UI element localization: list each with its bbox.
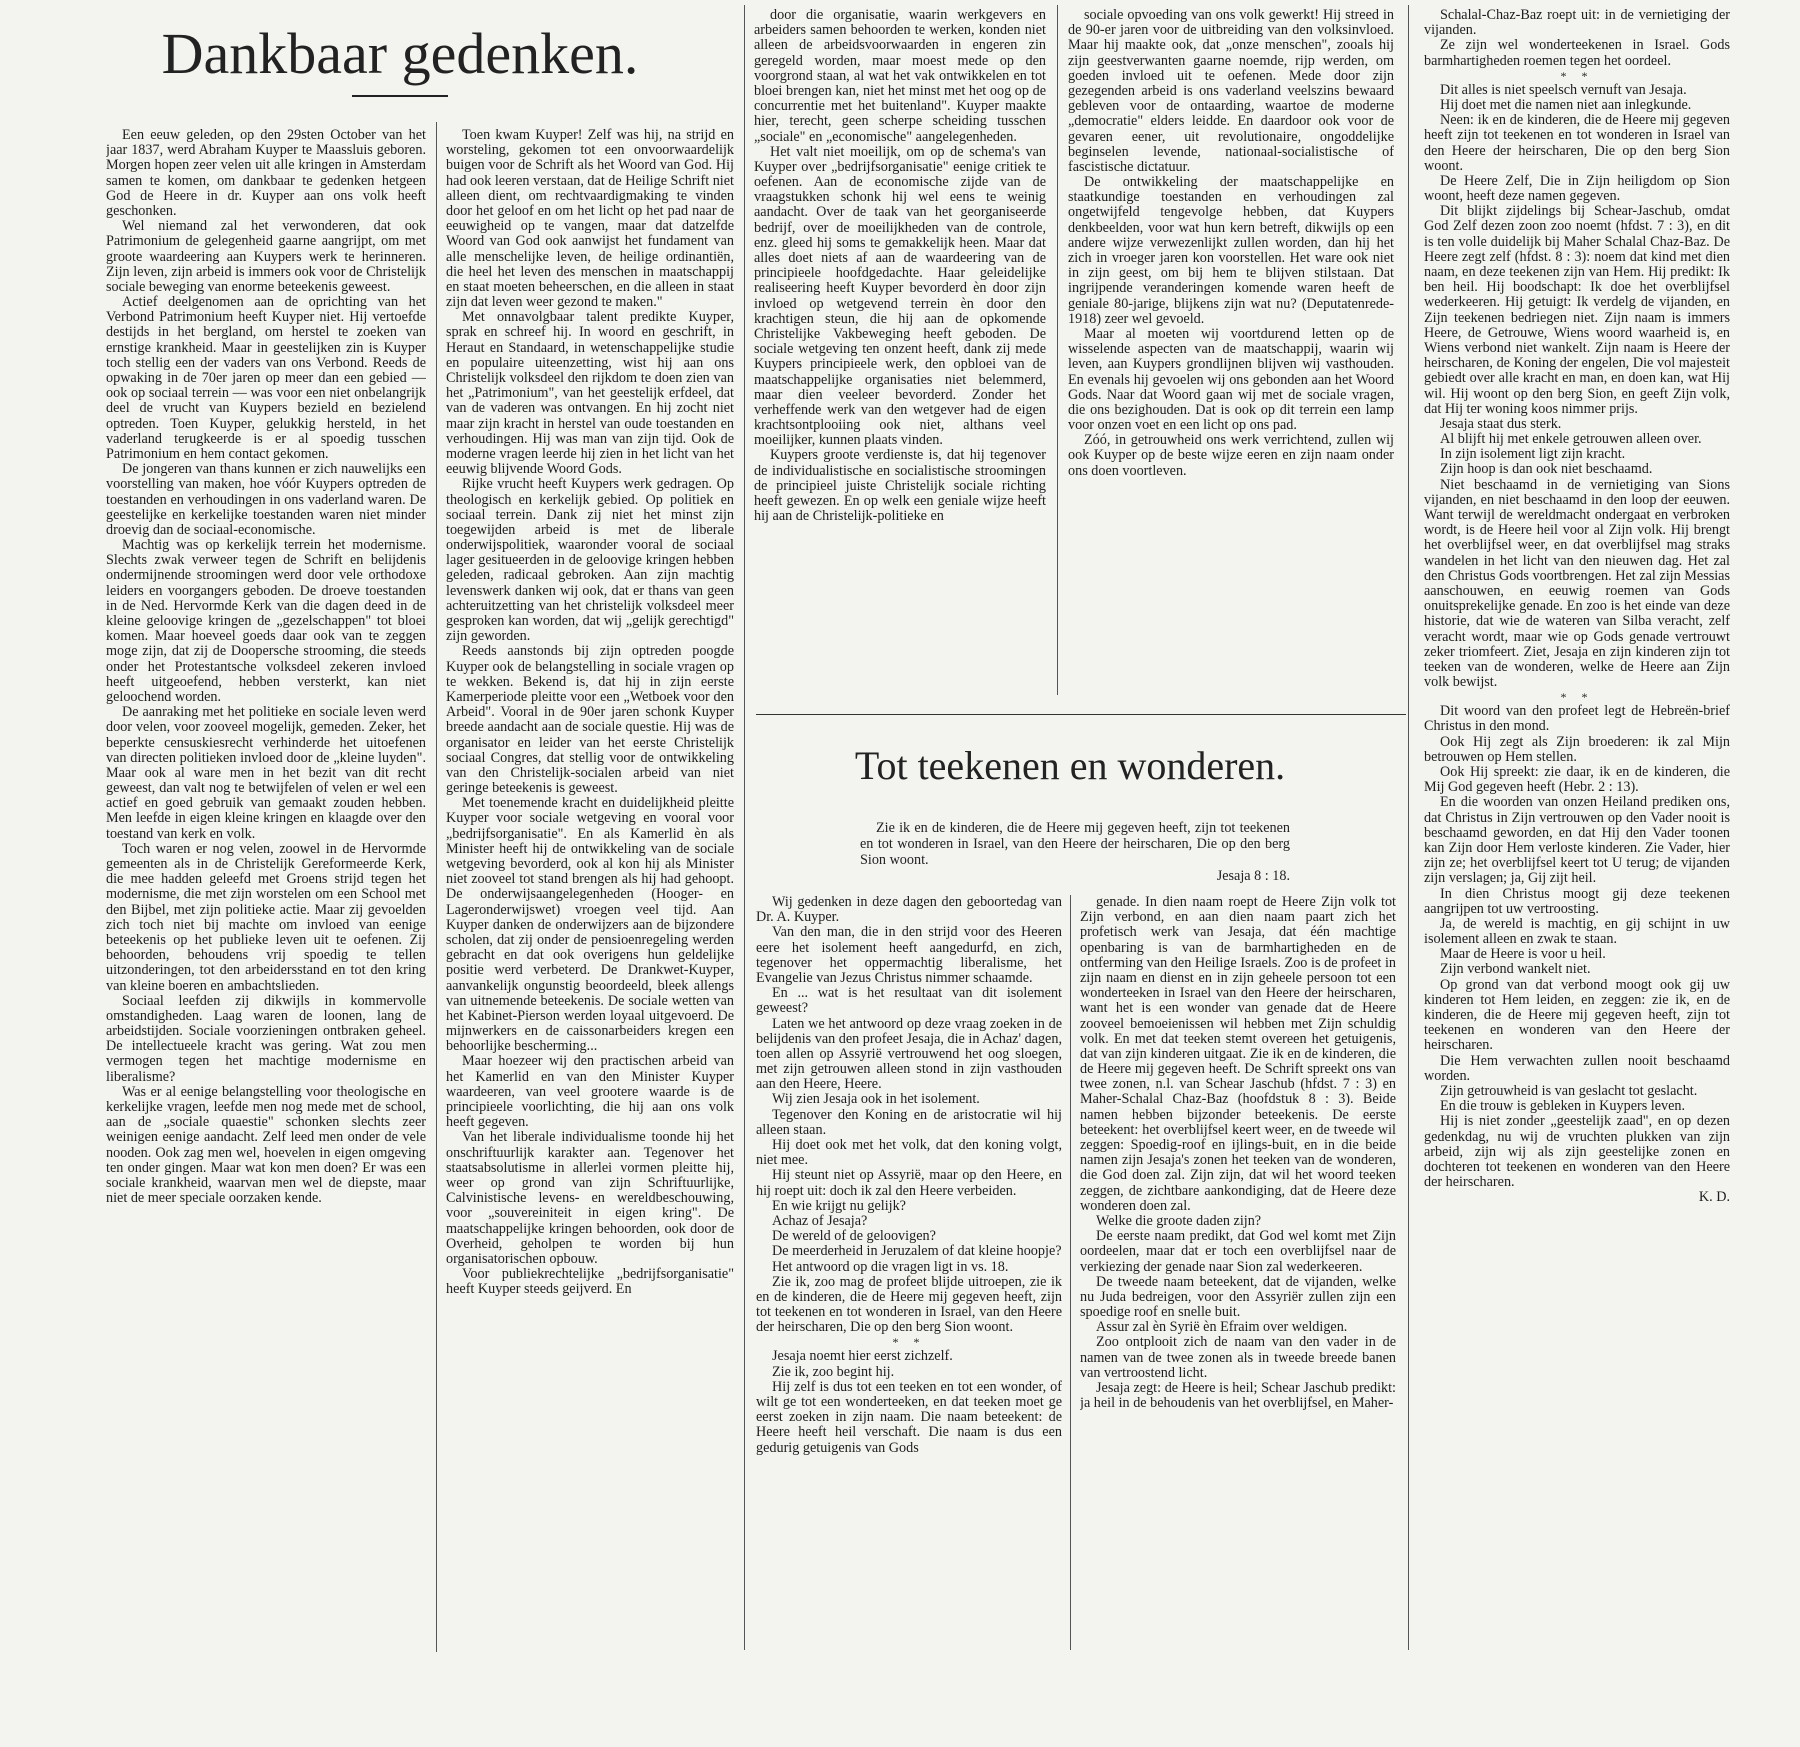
- paragraph: Welke die groote daden zijn?: [1096, 1212, 1262, 1229]
- column-divider: [1070, 895, 1071, 1650]
- paragraph: Zijn getrouwheid is van geslacht tot geslacht.: [1440, 1082, 1698, 1099]
- paragraph: En die woorden van onzen Heiland prediken ons, dat Christus in Zijn vertrouwen op den Vader nooit is beschaamd geworden, en dat Hij den Vader toonen kan Zijn door Hem verloste kinderen. Zie Vader, hier zijn ze; het overblijfsel keert tot U terug; de vijanden zijn verslagen; ja, Gij zijt heil.: [1424, 794, 1730, 887]
- paragraph: En wie krijgt nu gelijk?: [772, 1197, 906, 1214]
- column-divider: [1408, 5, 1409, 1650]
- paragraph: Zie ik, zoo begint hij.: [772, 1363, 895, 1380]
- article-2-column-1: [756, 895, 1062, 1650]
- paragraph: Hij zelf is dus tot een teeken en tot een wonder, of wilt ge tot een wonderteeken, en dat teeken moet ge eerst zoeken in zijn naam. Die naam beteekent: de Heere heeft heil verschaft. Die naam is dus een gedurig getuigenis van Gods: [756, 1378, 1062, 1456]
- paragraph: Was er al eenige belangstelling voor theologische en kerkelijke vragen, leefde men nog mede met de school, aan de „sociale quaestie" schonken slechts zeer weinigen eenige aandacht. Zelf leed men onder de vele nooden. Ook zag men wel, hoevelen in eigen omgeving ten onder gingen. Maar wat kon men doen? Er was een sociale krankheid, waarvan men wel de diepste, maar niet de meer speciale oorzaken kende.: [106, 1083, 426, 1207]
- paragraph: Actief deelgenomen aan de oprichting van het Verbond Patrimonium heeft Kuyper niet. Hij vertoefde destijds in het bergland, om herstel te zoeken van ernstige krankheid. Maar in geestelijken zin is Kuyper toch stellig een der vaders van ons Verbond. Reeds de opwaking in de 70er jaren op meer dan een gebied — ook op sociaal terrein — was voor een niet onbelangrijk deel de vrucht van Kuypers bezield en bezielend optreden. Toen Kuyper, gelukkig hersteld, in het vaderland terugkeerde is er al spoedig tusschen Patrimonium en hem contact gekomen.: [106, 294, 426, 462]
- paragraph: * *: [1560, 690, 1594, 705]
- paragraph: Maar hoezeer wij den practischen arbeid van het Kamerlid en van den Minister Kuyper waardeeren, van veel grootere waarde is de principieele voorlichting, die hij aan ons volk heeft gegeven.: [446, 1053, 734, 1131]
- paragraph: Jesaja noemt hier eerst zichzelf.: [772, 1348, 953, 1365]
- paragraph: Hij doet met die namen niet aan inlegkunde.: [1440, 96, 1692, 113]
- paragraph: En ... wat is het resultaat van dit isolement geweest?: [756, 985, 1062, 1017]
- paragraph: Machtig was op kerkelijk terrein het modernisme. Slechts zwak verweer tegen de Schrift en belijdenis ondermijnende stroomingen werd door vele orthodoxe leiders en voorgangers geboden. De droeve toestanden in de Ned. Hervormde Kerk van die dagen deed in de kleine geloovige kringen de „gezelschappen" tot bloei komen. Maar hoeveel goeds daar ook van te zeggen moge zijn, dat zij de Doopersche strooming, die steeds onder het Protestantsche volksdeel zekeren invloed heeft uitgeoefend, hebben versterkt, kan niet geloochend worden.: [106, 537, 426, 705]
- paragraph: Zie ik, zoo mag de profeet blijde uitroepen, zie ik en de kinderen, die de Heere mij gegeven heeft, zijn tot teekenen en tot wonderen in Israel, van den Heere der heirscharen, Die op den berg Sion woont.: [756, 1273, 1062, 1336]
- paragraph: Laten we het antwoord op deze vraag zoeken in de belijdenis van den profeet Jesaja, die in Achaz' dagen, toen allen op Assyrië vertrouwend het oog sloegen, met zijn getrouwen alleen stond in zijn vasthouden aan den Heere, Heere.: [756, 1015, 1062, 1093]
- paragraph: sociale opvoeding van ons volk gewerkt! Hij streed in de 90-er jaren voor de uitbreiding van den volksinvloed. Maar hij maakte ook, dat „onze menschen", zooals hij zijn geestverwanten gaarne noemde, rijp werden, om goeden invloed uit te oefenen. Mede door zijn gezegenden arbeid is ons vaderland veelszins bewaard gebleven voor de ontaarding, waartoe de moderne „democratie" elders leidde. En daardoor ook voor de gevaren eener, uit revolutionaire, ongoddelijke beginselen levende, nationaal-socialistische of fascistische dictatuur.: [1068, 8, 1394, 175]
- paragraph: genade. In dien naam roept de Heere Zijn volk tot Zijn verbond, en aan dien naam paart zich het profetisch werk van Jesaja, dat één machtige openbaring is van de barmhartigheden en de ontferming van den Heilige Israels. Zoo is de profeet in zijn naam en dienst en in zijn geheele persoon tot een wonderteeken in Israel van den Heere der heirscharen, want het is een wonder van genade dat de Heere zooveel bemoeienissen wil hebben met Zijn schuldig volk. En met dat teeken stemt overeen het getuigenis, dat van zijn kinderen uitgaat. Zie ik en de kinderen, die de Heere mij gegeven heeft. De Schrift spreekt ons van twee zonen, n.l. van Schear Jaschub (hfdst. 7 : 3) en Maher-Schalal Chaz-Baz (hoofdstuk 8 : 3). Beide namen hebben bijzonder beteekenis. De eerste beteekent: het overblijfsel keert weer, en de tweede wil zeggen: Spoedig-roof en ijlings-buit, en in die beide namen zijn Jesaja's zonen het teeken van de wonderen, die God doen zal. Zijn zijn, dat wil het woord teeken zeggen, de zichtbare aankondiging, dat de Heere deze wonderen doen zal.: [1080, 895, 1396, 1214]
- paragraph: Het valt niet moeilijk, om op de schema's van Kuyper over „bedrijfsorganisatie" eenige critiek te oefenen. Aan de economische zijde van de vraagstukken schonk hij wel eens te weinig aandacht. Over de taak van het georganiseerde bedrijf, over de moeilijkheden van de controle, enz. gleed hij soms te gemakkelijk heen. Maar dat alles doet niets af aan de waardeering van de principieele hoofdgedachte. Haar geleidelijke realiseering heeft Kuyper bevorderd èn door zijn invloed op wetgevend terrein èn door den krachtigen steun, die hij aan de opkomende Christelijke Vakbeweging heeft geboden. De sociale wetgeving ten onzent heeft, dank zij mede Kuypers principieele werk, den opbloei van de maatschappelijke organisaties niet belemmerd, maar dien veeleer bevorderd. Zonder het verheffende werk van den wetgever had de eigen krachtsontplooiing ook niet, althans veel moeilijker, kunnen plaats vinden.: [754, 143, 1046, 449]
- paragraph: Voor publiekrechtelijke „bedrijfsorganisatie" heeft Kuyper steeds geijverd. En: [446, 1266, 734, 1298]
- paragraph: De meerderheid in Jeruzalem of dat kleine hoopje?: [772, 1243, 1062, 1260]
- paragraph: Zijn verbond wankelt niet.: [1440, 961, 1591, 978]
- paragraph: Tegenover den Koning en de aristocratie wil hij alleen staan.: [756, 1106, 1062, 1138]
- paragraph: De eerste naam predikt, dat God wel komt met Zijn oordeelen, maar dat er toch een overblijfsel naar de verkiezing der genade naar Sion zal wederkeeren.: [1080, 1228, 1396, 1275]
- paragraph: De aanraking met het politieke en sociale leven werd door velen, voor zooveel mogelijk, gemeden. Zeker, het beperkte censuskiesrecht verhinderde het uitoefenen van directen politieken invloed door de „kleine luyden". Maar ook al ware men in het bezit van dit recht geweest, dan valt nog te betwijfelen of velen er wel een actief en goed gebruik van gemaakt zouden hebben. Men leefde in eigen kleine kringen en klaagde over den toestand van kerk en volk.: [106, 704, 426, 842]
- epigraph-text: Zie ik en de kinderen, die de Heere mij gegeven heeft, zijn tot teekenen en tot wonderen in Israel, van den Heere der heirscharen, Die op den berg Sion woont.: [860, 820, 1290, 868]
- paragraph: De wereld of de geloovigen?: [772, 1228, 936, 1245]
- paragraph: Zoo ontplooit zich de naam van den vader in de namen van de twee zonen als in tweede breede banen van vertroostend licht.: [1080, 1334, 1396, 1381]
- paragraph: Assur zal èn Syrië èn Efraim over weldigen.: [1096, 1319, 1348, 1336]
- article-1-column-4: [1068, 8, 1394, 693]
- column-divider: [436, 122, 437, 1652]
- paragraph: Zóó, in getrouwheid ons werk verrichtend, zullen wij ook Kuyper op de beste wijze eeren en zijn naam onder ons doen voortleven.: [1068, 432, 1394, 479]
- article-1-column-3: [754, 8, 1046, 693]
- paragraph: Zijn hoop is dan ook niet beschaamd.: [1440, 461, 1653, 478]
- paragraph: Ook Hij spreekt: zie daar, ik en de kinderen, die Mij God gegeven heeft (Hebr. 2 : 13).: [1424, 764, 1730, 796]
- title-underline: [352, 95, 448, 97]
- paragraph: De Heere Zelf, Die in Zijn heiligdom op Sion woont, heeft deze namen gegeven.: [1424, 172, 1730, 205]
- paragraph: En die trouw is gebleken in Kuypers leven.: [1440, 1098, 1686, 1115]
- paragraph: Van het liberale individualisme toonde hij het onschriftuurlijk karakter aan. Tegenover het staatsabsolutisme in allerlei vormen pleitte hij, weer op grond van zijn Schriftuurlijke, Calvinistische levens- en wereldbeschouwing, voor „souvereiniteit in eigen kring". De maatschappelijke kringen behoorden, ook door de Overheid, geholpen te worden bij hun organisatorischen opbouw.: [446, 1129, 734, 1267]
- paragraph: * *: [892, 1335, 926, 1350]
- paragraph: Een eeuw geleden, op den 29sten October van het jaar 1837, werd Abraham Kuyper te Maassluis geboren. Morgen hopen zeer velen uit alle kringen in Amsterdam samen te komen, om dankbaar te gedenken hetgeen God de Heere in dr. Kuyper aan ons volk heeft geschonken.: [106, 128, 426, 219]
- paragraph: Op grond van dat verbond moogt ook gij uw kinderen tot Hem leiden, en zeggen: zie ik, en de kinderen, die de Heere mij gegeven heeft, zijn tot teekenen en wonderen van den Heere der heirscharen.: [1424, 976, 1730, 1054]
- paragraph: Met onnavolgbaar talent predikte Kuyper, sprak en schreef hij. In woord en geschrift, in Heraut en Standaard, in wetenschappelijke studie en populaire uiteenzetting, wist hij aan ons Christelijk volksdeel den rijkdom te doen zien van het „Patrimonium", van het geestelijk erfdeel, dat van de vaderen was ontvangen. En hij zocht niet maar zijn kracht in herstel van oude toestanden en verhoudingen. Hij was man van zijn tijd. Ook de moderne vragen leerde hij zien in het licht van het eeuwig blijvende Woord Gods.: [446, 309, 734, 478]
- paragraph: Rijke vrucht heeft Kuypers werk gedragen. Op theologisch en kerkelijk gebied. Op politiek en sociaal terrein. Dank zij niet het minst zijn toegewijden arbeid is met de liberale onderwijspolitiek, waaronder vooral de sociaal lager gesitueerden in de geloovige kringen hebben geleden, radicaal gebroken. Aan zijn machtig levenswerk danken wij ook, dat er thans van geen achteruitzetting van het christelijk volksdeel meer gesproken kan worden, dat wij „gelijk gerechtigd" zijn geworden.: [446, 476, 734, 645]
- article-2-column-2: [1080, 895, 1396, 1650]
- paragraph: Die Hem verwachten zullen nooit beschaamd worden.: [1424, 1052, 1730, 1084]
- paragraph: Reeds aanstonds bij zijn optreden poogde Kuyper ook de belangstelling in sociale vragen op te wekken. Bekend is, dat hij in zijn eerste Kamerperiode pleitte voor een „Wetboek voor den Arbeid". Vooral in de 90er jaren schonk Kuyper breede aandacht aan de sociale questie. Hij was de organisator en leider van het eerste Christelijk sociaal Congres, dat stellig voor de ontwikkeling van den Christelijk-socialen arbeid van niet geringe beteekenis is geweest.: [446, 643, 734, 797]
- paragraph: Het antwoord op die vragen ligt in vs. 18.: [772, 1258, 1009, 1275]
- paragraph: Kuypers groote verdienste is, dat hij tegenover de individualistische en socialistische stroomingen de principieel juiste Christelijk sociale richting heeft gewezen. En op welk een geniale wijze heeft hij aan de Christelijk-politieke en: [754, 447, 1046, 525]
- paragraph: Dit woord van den profeet legt de Hebreën-brief Christus in den mond.: [1424, 703, 1730, 735]
- paragraph: De ontwikkeling der maatschappelijke en staatkundige toestanden en verhoudingen zal ongetwijfeld tengevolge hebben, dat Kuypers denkbeelden, voor wat hun kern betreft, dikwijls op een andere wijze verwezenlijkt zullen worden, dan hij het zich in vroeger jaren kon voorstellen. Het ware ook niet in zijn geest, om bij hem te blijven stilstaan. Dat ingrijpende veranderingen komende waren heeft de geniale 80-jarige, blijkens zijn wat nu? (Deputatenrede-1918) zeer wel gevoeld.: [1068, 174, 1394, 327]
- paragraph: door die organisatie, waarin werkgevers en arbeiders samen behoorden te werken, konden niet alleen de arbeidsvoorwaarden in engeren zin geregeld worden, maar moest mede op den voorgrond staan, al wat het vak ontwikkelen en tot bloei brengen kan, niet het minst met het oog op de concurrentie met het buitenland". Kuyper maakte hier, terecht, geen scherpe scheiding tusschen „sociale" en „economische" aangelegenheden.: [754, 8, 1046, 145]
- paragraph: Maar de Heere is voor u heil.: [1440, 946, 1606, 963]
- paragraph: Dit blijkt zijdelings bij Schear-Jaschub, omdat God Zelf dezen zoon zoo noemt (hfdst. 7 : 3), en dit is ten volle duidelijk bij Maher Schalal Chaz-Baz. De Heere zegt zelf (hfdst. 8 : 3): noem dat kind met dien naam, en deze teekenen zijn van Hem. Hij predikt: Ik ben heil. Hij boodschapt: Ik doe het overblijfsel wederkeeren. Hij getuigt: Ik verdelg de vijanden, en Zijn teekenen bedriegen niet. Zijn naam is immers Heere, de Getrouwe, Wiens woord waarheid is, en Wiens verbond niet wankelt. Zijn naam is Heere der heirscharen, de Koning der engelen, Die vol majesteit gebiedt over alle kracht en man, en doen kan, wat Hij wil. Hij woont op den berg Sion, en geeft Zijn volk, dat Hij ter woning koos nimmer prijs.: [1424, 203, 1730, 417]
- article-1-column-2: [446, 128, 734, 1648]
- paragraph: * *: [1560, 68, 1594, 83]
- column-divider: [744, 5, 745, 1650]
- paragraph: De jongeren van thans kunnen er zich nauwelijks een voorstelling van maken, hoe vóór Kuypers optreden de toestanden en verhoudingen in ons vaderland waren. De geestelijke en kerkelijke toestanden waren niet minder droevig dan de sociaal-economische.: [106, 461, 426, 538]
- article-2-title: Tot teekenen en wonderen.: [854, 743, 1286, 788]
- paragraph: Jesaja zegt: de Heere is heil; Schear Jaschub predikt: ja heil in de behoudenis van het overblijfsel, en Maher-: [1080, 1380, 1396, 1412]
- paragraph: Toen kwam Kuyper! Zelf was hij, na strijd en worsteling, gekomen tot een onvoorwaardelijk buigen voor de Schrift als het Woord van God. Hij had ook leeren verstaan, dat de Heilige Schrift niet alleen dient, om rechtvaardigmaking te vinden door het geloof en om het licht op het pad naar de eeuwigheid op te vangen, maar dat datzelfde Woord van God ook aanwijst het fundament van alle menschelijke leven, de heilige ordinantiën, die heel het leven des menschen in maatschappij en staat moeten beheerschen, en die alleen in staat zijn dat leven weer gezond te maken.": [446, 128, 734, 311]
- paragraph: Niet beschaamd in de vernietiging van Sions vijanden, en niet beschaamd in den loop der eeuwen. Want terwijl de wereldmacht ondergaat en verbroken wordt, is de Heere heil voor al Zijn volk. Hij brengt het overblijfsel weer, en dat overblijfsel mag straks wandelen in het licht van den nieuwen dag. Het zal den Christus Gods voortbrengen. Het zal zijn Messias aanschouwen, en eeuwig roemen van Gods onuitsprekelijke genade. En zoo is het einde van deze historie, dat wie de wateren van Silba veracht, zelf veracht wordt, maar wie op Gods genade vertrouwt zeker triomfeert. Ziet, Jesaja en zijn kinderen zijn tot teeken van de wonderen, welke de Heere aan Zijn volk bewijst.: [1424, 476, 1730, 691]
- paragraph: Sociaal leefden zij dikwijls in kommervolle omstandigheden. Laag waren de loonen, lang de arbeidstijden. Sociale voorzieningen ontbraken geheel. De intellectueele kracht was gering. Wat zou men vermogen tegen het machtige modernisme en liberalisme?: [106, 992, 426, 1085]
- paragraph: Wij gedenken in deze dagen den geboortedag van Dr. A. Kuyper.: [756, 895, 1062, 926]
- paragraph: Schalal-Chaz-Baz roept uit: in de vernietiging der vijanden.: [1424, 8, 1730, 39]
- column-divider: [1057, 5, 1058, 695]
- paragraph: Hij is niet zonder „geestelijk zaad", en op dezen gedenkdag, nu wij de vruchten plukken van zijn arbeid, zijn wij als zijn geestelijke zonen en dochteren tot teekenen en wonderen van den Heere der heirscharen.: [1424, 1113, 1730, 1191]
- paragraph: Jesaja staat dus sterk.: [1440, 415, 1562, 432]
- paragraph: Van den man, die in den strijd voor des Heeren eere het isolement heeft aangedurfd, en zich, tegenover het oppermachtig liberalisme, het Evangelie van Jezus Christus nimmer schaamde.: [756, 924, 1062, 986]
- paragraph: Toch waren er nog velen, zoowel in de Hervormde gemeenten als in de Christelijk Gereformeerde Kerk, die mee hadden geleefd met Groens strijd tegen het modernisme, die met zijn worstelen om een School met den Bijbel, met zijn politieke actie. Maar zij gevoelden zich toch niet bij machte om invloed van eenige beteekenis op het publieke leven uit te oefenen. Zij behoorden, behoudens vrij spoedig te tellen uitzonderingen, tot den arbeidersstand en tot den kring van kleine boeren en ambachtslieden.: [106, 840, 426, 994]
- epigraph: [860, 820, 1290, 884]
- article-1-title: Dankbaar gedenken.: [161, 21, 639, 86]
- paragraph: Achaz of Jesaja?: [772, 1212, 868, 1229]
- paragraph: Dit alles is niet speelsch vernuft van Jesaja.: [1440, 81, 1687, 98]
- paragraph: Wel niemand zal het verwonderen, dat ook Patrimonium de gelegenheid gaarne aangrijpt, om met groote waardeering aan Kuypers werk te herinneren. Zijn leven, zijn arbeid is immers ook voor de Christelijk sociale beweging van enorme beteekenis geweest.: [106, 218, 426, 295]
- paragraph: Ook Hij zegt als Zijn broederen: ik zal Mijn betrouwen op Hem stellen.: [1424, 733, 1730, 765]
- paragraph: In zijn isolement ligt zijn kracht.: [1440, 446, 1626, 463]
- paragraph: K. D.: [1698, 1189, 1730, 1206]
- article-2-column-3: [1424, 8, 1730, 1650]
- paragraph: In dien Christus moogt gij deze teekenen aangrijpen tot uw vertroosting.: [1424, 885, 1730, 917]
- paragraph: Met toenemende kracht en duidelijkheid pleitte Kuyper voor sociale wetgeving en vooral voor „bedrijfsorganisatie". En als Kamerlid èn als Minister heeft hij de ontwikkeling van de sociale wetgeving bevorderd, ook al kon hij als Minister niet zooveel tot stand brengen als hij had gehoopt. De onderwijsaangelegenheden (Hooger- en Lageronderwijswet) vroegen veel tijd. Aan Kuyper danken de onderwijzers aan de bijzondere scholen, dat zij onder de pensioenregeling werden gebracht en dat ook overigens hun geldelijke positie werd verbeterd. De Drankwet-Kuyper, aanvankelijk ongunstig beoordeeld, bleek allengs van uitnemende beteekenis. De sociale wetten van het Kabinet-Pierson werden loyaal uitgevoerd. De mijnwerkers en de caissonarbeiders kregen een behoorlijke bescherming...: [446, 795, 734, 1055]
- paragraph: Al blijft hij met enkele getrouwen alleen over.: [1440, 431, 1702, 448]
- paragraph: Maar al moeten wij voortdurend letten op de wisselende aspecten van de maatschappij, waarin wij leven, aan Kuypers grondlijnen blijven wij vasthouden. En evenals hij gevoelen wij ons gebonden aan het Woord Gods. Naar dat Woord gaan wij met de sociale vragen, die ons bezighouden. Dat is ook op dit terrein een lamp voor onzen voet en een licht op ons pad.: [1068, 325, 1394, 434]
- section-divider: [756, 714, 1406, 715]
- paragraph: Hij doet ook met het volk, dat den koning volgt, niet mee.: [756, 1137, 1062, 1169]
- article-1-column-1: [106, 128, 426, 1648]
- paragraph: Ze zijn wel wonderteekenen in Israel. Gods barmhartigheden roemen tegen het oordeel.: [1424, 37, 1730, 69]
- paragraph: De tweede naam beteekent, dat de vijanden, welke nu Juda bedreigen, voor den Assyriër zullen zijn een spoedige roof en snelle buit.: [1080, 1273, 1396, 1321]
- epigraph-reference: Jesaja 8 : 18.: [1216, 868, 1290, 884]
- paragraph: Wij zien Jesaja ook in het isolement.: [772, 1091, 980, 1108]
- paragraph: Neen: ik en de kinderen, die de Heere mij gegeven heeft zijn tot teekenen en tot wonderen in Israel van den Heere der heirscharen, Die op den berg Sion woont.: [1424, 112, 1730, 174]
- paragraph: Hij steunt niet op Assyrië, maar op den Heere, en hij roept uit: doch ik zal den Heere verbeiden.: [756, 1167, 1062, 1199]
- paragraph: Ja, de wereld is machtig, en gij schijnt in uw isolement alleen en zwak te staan.: [1424, 915, 1730, 948]
